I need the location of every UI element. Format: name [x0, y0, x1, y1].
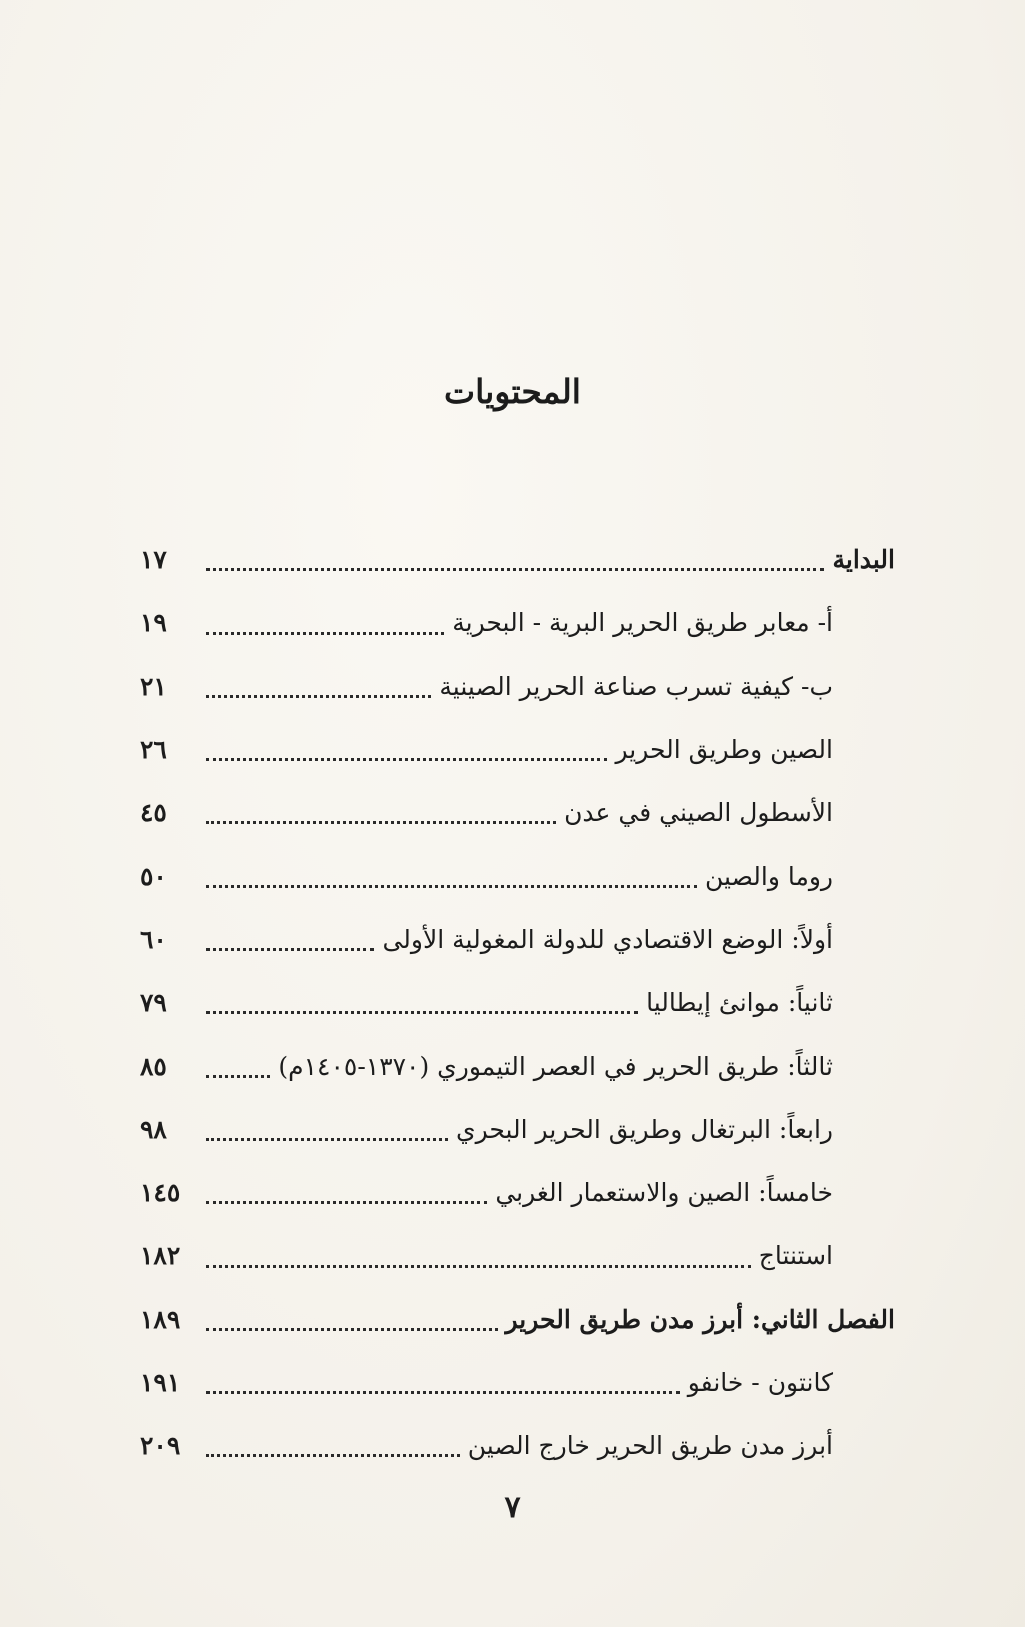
dot-leader [206, 1454, 460, 1457]
toc-entry-title: كانتون - خانفو [687, 1368, 833, 1397]
dot-leader [206, 1328, 498, 1331]
toc-entry-page: ٢٦ [140, 735, 167, 765]
toc-entry [140, 591, 895, 654]
dot-leader [206, 1391, 680, 1394]
dot-leader [206, 568, 824, 571]
dot-leader [206, 1075, 270, 1078]
toc-entry-title: أولاً: الوضع الاقتصادي للدولة المغولية الأولى [382, 924, 833, 954]
dot-leader [206, 695, 431, 698]
toc-entry-title: البداية [832, 545, 895, 575]
toc-entry [140, 1098, 895, 1161]
toc-entry [140, 1034, 895, 1097]
dot-leader [206, 821, 556, 824]
toc-entry-page: ٥٠ [140, 861, 167, 891]
dot-leader [206, 885, 697, 888]
toc-entry-title: روما والصين [705, 861, 833, 891]
dot-leader [206, 1138, 448, 1141]
dot-leader [206, 1011, 638, 1014]
dot-leader [206, 1201, 487, 1204]
toc-entry-title: الأسطول الصيني في عدن [564, 798, 833, 828]
toc-entry-title: الصين وطريق الحرير [615, 735, 833, 765]
toc-entry-title: ب- كيفية تسرب صناعة الحرير الصينية [439, 671, 833, 701]
toc-entry-title: أبرز مدن طريق الحرير خارج الصين [467, 1431, 833, 1461]
dot-leader [206, 758, 607, 761]
toc-entry-page: ١٩ [140, 608, 167, 638]
toc-entry-title: الفصل الثاني: أبرز مدن طريق الحرير [505, 1304, 895, 1334]
toc-entry-title: أ- معابر طريق الحرير البرية - البحرية [452, 608, 833, 638]
table-of-contents [140, 528, 895, 1477]
toc-entry-page: ٤٥ [140, 798, 167, 828]
toc-entry [140, 844, 895, 907]
toc-entry-page: ١٨٢ [140, 1241, 181, 1271]
toc-entry-page: ٦٠ [140, 924, 167, 954]
toc-entry-page: ٨٥ [140, 1051, 167, 1081]
page-title: المحتويات [444, 372, 581, 411]
toc-entry-title: ثانياً: موانئ إيطاليا [646, 988, 833, 1018]
toc-entry-page: ٩٨ [140, 1114, 167, 1144]
toc-entry [140, 908, 895, 971]
page-number: ٧ [504, 1490, 521, 1525]
toc-entry [140, 655, 895, 718]
toc-entry-page: ١٧ [140, 545, 167, 575]
toc-entry [140, 528, 895, 591]
toc-entry-title: استنتاج [758, 1241, 833, 1271]
toc-entry-page: ٢٠٩ [140, 1431, 181, 1461]
dot-leader [206, 1265, 751, 1268]
toc-entry [140, 1161, 895, 1224]
toc-entry [140, 1414, 895, 1477]
toc-entry-page: ٧٩ [140, 988, 167, 1018]
toc-entry-page: ١٨٩ [140, 1304, 181, 1334]
dot-leader [206, 948, 374, 951]
toc-entry-page: ١٩١ [140, 1368, 181, 1397]
toc-entry-title: رابعاً: البرتغال وطريق الحرير البحري [456, 1114, 833, 1144]
toc-entry-title: ثالثاً: طريق الحرير في العصر التيموري (١٣٧٠-١٤٠٥م) [278, 1051, 833, 1081]
toc-entry [140, 781, 895, 844]
toc-entry [140, 1224, 895, 1287]
toc-entry [140, 1351, 895, 1414]
dot-leader [206, 632, 444, 635]
toc-entry [140, 1288, 895, 1351]
toc-entry [140, 971, 895, 1034]
toc-entry-page: ١٤٥ [140, 1178, 181, 1208]
toc-entry [140, 718, 895, 781]
toc-entry-title: خامساً: الصين والاستعمار الغربي [495, 1178, 833, 1208]
toc-entry-page: ٢١ [140, 671, 167, 701]
